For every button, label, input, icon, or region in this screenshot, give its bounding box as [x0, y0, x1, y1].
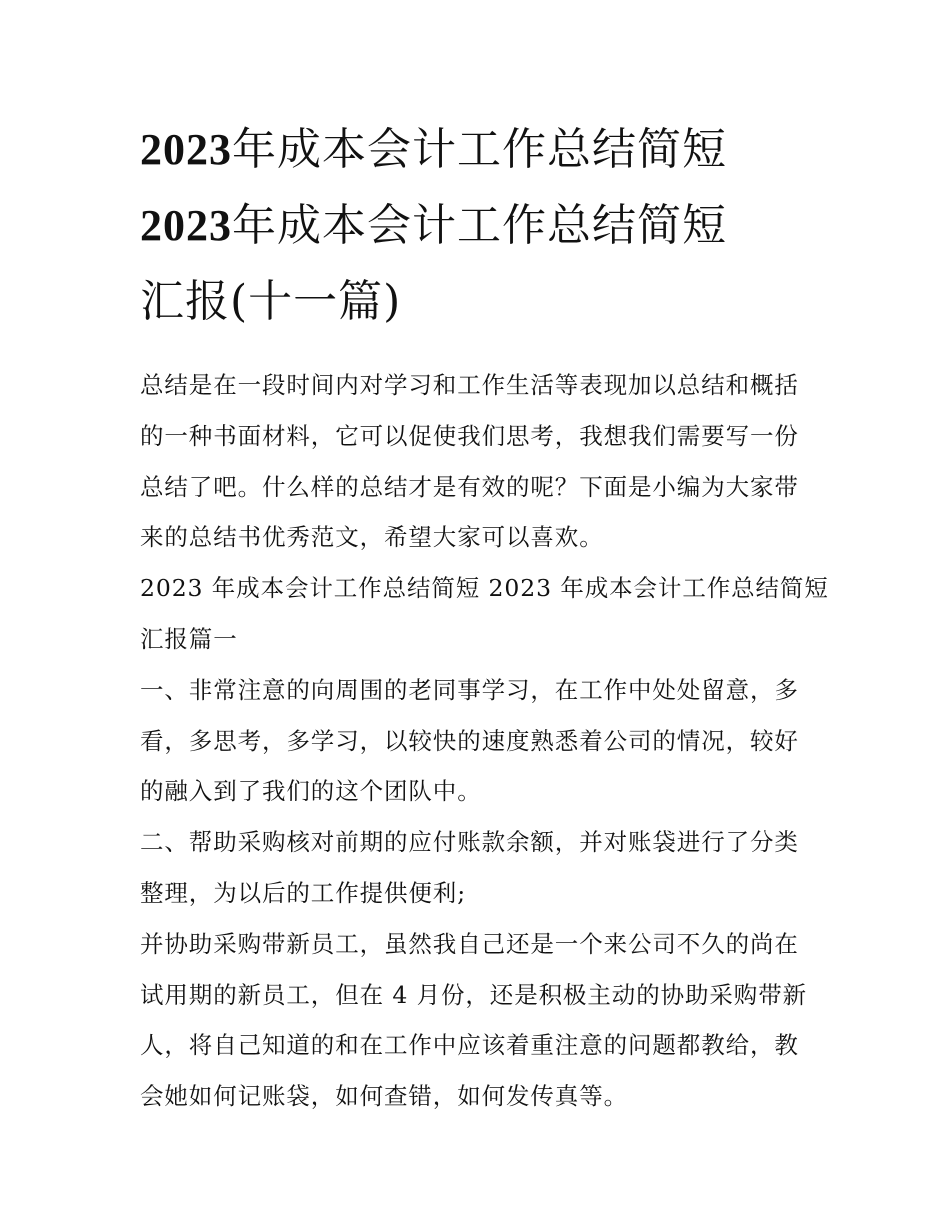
text-line: 试用期的新员工，但在 4 月份，还是积极主动的协助采购带新	[140, 980, 807, 1009]
title-line: 汇报(十一篇)	[140, 276, 402, 327]
text-line: 人，将自己知道的和在工作中应该着重注意的问题都教给，教	[140, 1031, 799, 1060]
text-line: 二、帮助采购核对前期的应付账款余额，并对账袋进行了分类	[140, 828, 799, 857]
text-line: 并协助采购带新员工，虽然我自己还是一个来公司不久的尚在	[140, 929, 799, 958]
paragraph-item-1	[140, 665, 812, 817]
document-body	[140, 360, 829, 1122]
text-line: 汇报篇一	[140, 624, 238, 653]
text-line: 总结了吧。什么样的总结才是有效的呢？下面是小编为大家带	[140, 472, 799, 501]
text-line: 2023 年成本会计工作总结简短 2023 年成本会计工作总结简短	[140, 574, 829, 603]
text-line: 看，多思考，多学习，以较快的速度熟悉着公司的情况，较好	[140, 726, 799, 755]
text-line: 的融入到了我们的这个团队中。	[140, 777, 482, 806]
section-heading	[140, 563, 829, 665]
text-line: 的一种书面材料，它可以促使我们思考，我想我们需要写一份	[140, 421, 799, 450]
document-title	[140, 112, 812, 340]
text-line: 会她如何记账袋，如何查错，如何发传真等。	[140, 1082, 628, 1111]
document-page	[140, 112, 829, 1122]
text-line: 总结是在一段时间内对学习和工作生活等表现加以总结和概括	[140, 371, 799, 399]
text-line: 整理，为以后的工作提供便利;	[140, 878, 467, 907]
title-line: 2023年成本会计工作总结简短	[140, 200, 727, 251]
text-line: 来的总结书优秀范文，希望大家可以喜欢。	[140, 523, 604, 552]
text-line: 一、非常注意的向周围的老同事学习，在工作中处处留意，多	[140, 675, 799, 704]
paragraph-item-3	[140, 919, 812, 1122]
intro-paragraph	[140, 360, 812, 563]
paragraph-item-2	[140, 817, 812, 919]
title-line: 2023年成本会计工作总结简短	[140, 124, 727, 175]
